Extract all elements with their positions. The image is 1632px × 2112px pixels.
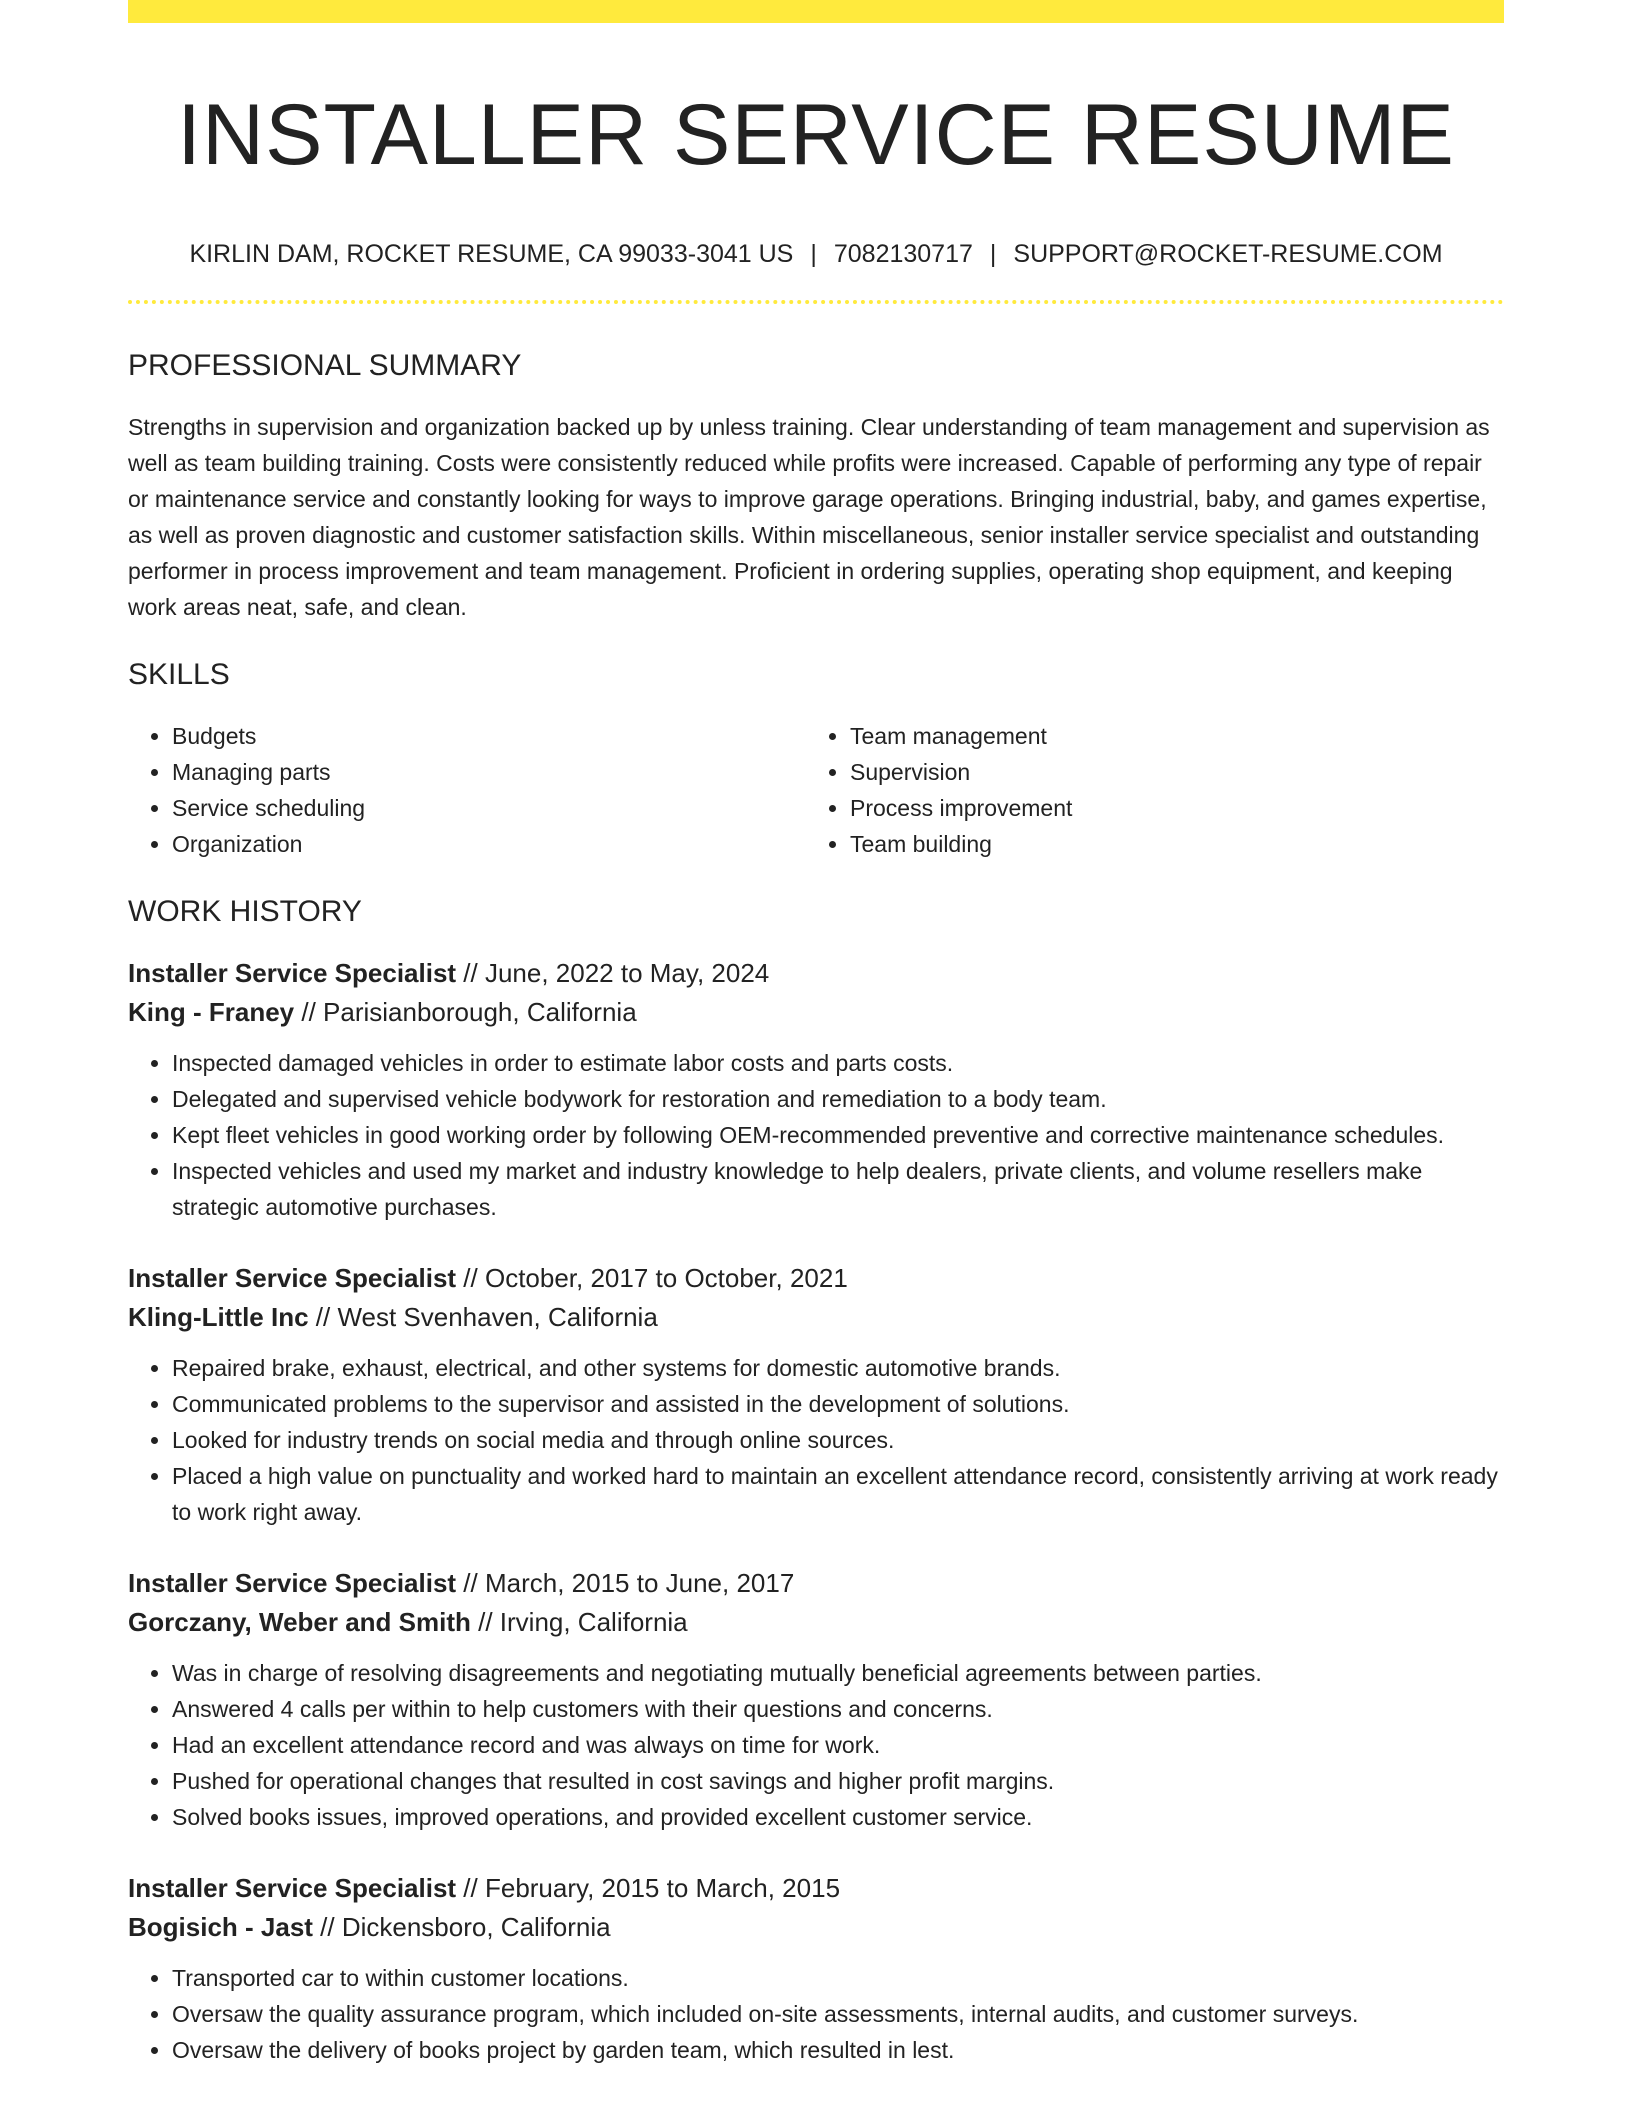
summary-heading: PROFESSIONAL SUMMARY [128,349,522,382]
job-bullet: • Answered 4 calls per within to help customers with their questions and concerns. [172,1691,1504,1727]
job-bullet: • Oversaw the quality assurance program, which included on-site assessments, internal audits, and customer surveys. [172,1996,1504,2032]
job-bullet: • Looked for industry trends on social media and through online sources. [172,1422,1504,1458]
job-entry [128,954,1504,1225]
skill-item: • Budgets [172,718,806,754]
job-title-line [128,1259,1504,1298]
job-company-line [128,1298,1504,1337]
job-company: Gorczany, Weber and Smith [128,1607,471,1637]
job-bullets [128,1045,1504,1225]
job-company: King - Franey [128,997,295,1027]
job-location: // West Svenhaven, California [308,1302,658,1332]
job-title: Installer Service Specialist [128,1568,457,1598]
job-location: // Dickensboro, California [312,1912,611,1942]
job-bullet: • Inspected vehicles and used my market and industry knowledge to help dealers, private clients, and volume resellers make strategic automotive purchases. [172,1153,1504,1225]
job-title: Installer Service Specialist [128,1263,457,1293]
skill-item: • Organization [172,826,806,862]
job-dates: // June, 2022 to May, 2024 [456,958,770,988]
skill-item: • Supervision [850,754,1484,790]
job-bullets [128,1655,1504,1835]
job-bullet: • Oversaw the delivery of books project by garden team, which resulted in lest. [172,2032,1504,2068]
job-title: Installer Service Specialist [128,958,457,988]
job-title-line [128,1869,1504,1908]
dotted-divider [128,300,1504,304]
job-dates: // February, 2015 to March, 2015 [456,1873,841,1903]
contact-separator: | [989,240,997,268]
contact-separator: | [810,240,817,268]
job-entry [128,1869,1504,2068]
contact-email: SUPPORT@ROCKET-RESUME.COM [1013,240,1443,268]
job-bullet: • Pushed for operational changes that resulted in cost savings and higher profit margins. [172,1763,1504,1799]
job-bullet: • Transported car to within customer locations. [172,1960,1504,1996]
job-bullet: • Placed a high value on punctuality and worked hard to maintain an excellent attendance record, consistently arriving at work ready to work right away. [172,1458,1504,1530]
skills-heading: SKILLS [128,658,230,691]
job-location: // Irving, California [470,1607,688,1637]
contact-line [128,237,1504,271]
job-bullets [128,1960,1504,2068]
skill-item: • Team building [850,826,1484,862]
job-company-line [128,1908,1504,1947]
contact-phone: 7082130717 [833,240,973,268]
job-company: Kling-Little Inc [128,1302,309,1332]
job-entry [128,1564,1504,1835]
skills-column-left [128,718,806,862]
accent-top-bar [128,0,1504,23]
job-bullet: • Communicated problems to the supervisor and assisted in the development of solutions. [172,1386,1504,1422]
job-company: Bogisich - Jast [128,1912,313,1942]
summary-text: Strengths in supervision and organization backed up by unless training. Clear understanding of team management and supervision as well as team building training. Costs were consistently reduced while profits were increased. Capable of performing any type of repair or maintenance service and constantly looking for ways to improve garage operations. Bringing industrial, baby, and games expertise, as well as proven diagnostic and customer satisfaction skills. Within miscellaneous, senior installer service specialist and outstanding performer in process improvement and team management. Proficient in ordering supplies, operating shop equipment, and keeping work areas neat, safe, and clean. [128,414,1490,620]
skills-column-right [806,718,1484,862]
skill-item: • Process improvement [850,790,1484,826]
job-company-line [128,993,1504,1032]
job-title: Installer Service Specialist [128,1873,457,1903]
job-bullet: • Had an excellent attendance record and was always on time for work. [172,1727,1504,1763]
job-entry [128,1259,1504,1530]
job-company-line [128,1603,1504,1642]
job-location: // Parisianborough, California [294,997,637,1027]
job-bullet: • Inspected damaged vehicles in order to estimate labor costs and parts costs. [172,1045,1504,1081]
job-bullet: • Kept fleet vehicles in good working order by following OEM-recommended preventive and corrective maintenance schedules. [172,1117,1504,1153]
skills-list [128,718,1504,862]
job-bullet: • Was in charge of resolving disagreements and negotiating mutually beneficial agreements between parties. [172,1655,1504,1691]
job-bullet: • Repaired brake, exhaust, electrical, and other systems for domestic automotive brands. [172,1350,1504,1386]
contact-address: KIRLIN DAM, ROCKET RESUME, CA 99033-3041 US [189,240,794,268]
job-bullet: • Solved books issues, improved operations, and provided excellent customer service. [172,1799,1504,1835]
job-title-line [128,954,1504,993]
job-dates: // March, 2015 to June, 2017 [456,1568,795,1598]
skill-item: • Managing parts [172,754,806,790]
job-bullet: • Delegated and supervised vehicle bodywork for restoration and remediation to a body team. [172,1081,1504,1117]
resume-title: INSTALLER SERVICE RESUME [177,87,1455,183]
job-title-line [128,1564,1504,1603]
job-dates: // October, 2017 to October, 2021 [456,1263,848,1293]
job-bullets [128,1350,1504,1530]
work-history-heading: WORK HISTORY [128,895,362,928]
skill-item: • Service scheduling [172,790,806,826]
skill-item: • Team management [850,718,1484,754]
resume-page [128,0,1504,2068]
